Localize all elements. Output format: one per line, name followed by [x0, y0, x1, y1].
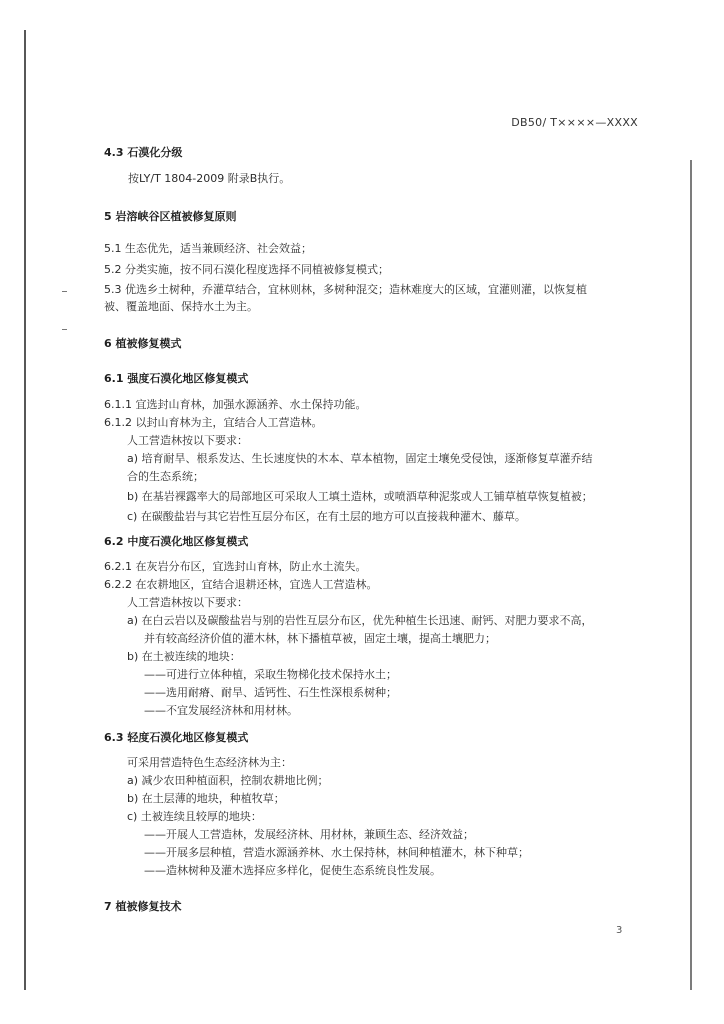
text-line: 可采用营造特色生态经济林为主：	[127, 756, 292, 769]
text-line: 按LY/T 1804-2009 附录B执行。	[128, 172, 291, 185]
text-line: ——不宜发展经济林和用材林。	[144, 704, 298, 717]
section-heading: 6 植被修复模式	[104, 337, 182, 350]
text-line: b) 在土被连续的地块：	[127, 650, 241, 663]
scan-mark	[62, 291, 67, 292]
section-heading: 7 植被修复技术	[104, 900, 182, 913]
text-line: 6.2.1 在灰岩分布区，宜选封山育林，防止水土流失。	[104, 560, 367, 573]
text-line: ——开展多层种植，营造水源涵养林、水土保持林，林间种植灌木，林下种草；	[144, 846, 529, 859]
text-line: ——开展人工营造林，发展经济林、用材林，兼顾生态、经济效益；	[144, 828, 474, 841]
text-line: 并有较高经济价值的灌木林，林下播植草被，固定土壤，提高土壤肥力；	[144, 632, 496, 645]
text-line: ——造林树种及灌木选择应多样化，促使生态系统良性发展。	[144, 864, 441, 877]
text-line: 5.1 生态优先，适当兼顾经济、社会效益；	[104, 242, 312, 255]
text-line: 人工营造林按以下要求：	[127, 596, 248, 609]
section-heading: 6.3 轻度石漠化地区修复模式	[104, 731, 249, 744]
page-number: 3	[616, 925, 623, 936]
text-line: 合的生态系统；	[127, 470, 204, 483]
text-line: c) 土被连续且较厚的地块：	[127, 810, 262, 823]
text-line: 6.2.2 在农耕地区，宜结合退耕还林，宜选人工营造林。	[104, 578, 378, 591]
scan-right-edge	[690, 160, 692, 990]
text-line: c) 在碳酸盐岩与其它岩性互层分布区，在有土层的地方可以直接栽种灌木、藤草。	[127, 510, 526, 523]
section-heading: 4.3 石漠化分级	[104, 146, 183, 159]
text-line: 人工营造林按以下要求：	[127, 434, 248, 447]
section-heading: 5 岩溶峡谷区植被修复原则	[104, 210, 237, 223]
text-line: 5.2 分类实施，按不同石漠化程度选择不同植被修复模式；	[104, 263, 389, 276]
text-line: a) 在白云岩以及碳酸盐岩与别的岩性互层分布区，优先种植生长迅速、耐钙、对肥力要求不高，	[127, 614, 593, 627]
text-line: b) 在基岩裸露率大的局部地区可采取人工填土造林，或喷酒草种泥浆或人工铺草植草恢复植被；	[127, 490, 593, 503]
text-line: 被、覆盖地面、保持水土为主。	[104, 300, 258, 313]
text-line: 5.3 优选乡土树种，乔灌草结合，宜林则林，多树种混交；造林难度大的区域，宜灌则灌，以恢复植	[104, 283, 587, 296]
scan-left-edge	[24, 30, 26, 990]
text-line: 6.1.1 宜选封山育林，加强水源涵养、水土保持功能。	[104, 398, 367, 411]
text-line: a) 培育耐旱、根系发达、生长速度快的木本、草本植物，固定土壤免受侵蚀，逐渐修复草灌乔结	[127, 452, 593, 465]
text-line: ——可进行立体种植，采取生物梯化技术保持水土；	[144, 668, 397, 681]
text-line: a) 减少农田种植面积，控制农耕地比例；	[127, 774, 329, 787]
section-heading: 6.2 中度石漠化地区修复模式	[104, 535, 249, 548]
section-heading: 6.1 强度石漠化地区修复模式	[104, 372, 249, 385]
text-line: 6.1.2 以封山育林为主，宜结合人工营造林。	[104, 416, 323, 429]
doc-code-header: DB50/ T××××—XXXX	[511, 116, 638, 129]
scan-mark	[62, 329, 67, 330]
text-line: ——选用耐瘠、耐旱、适钙性、石生性深根系树种；	[144, 686, 397, 699]
text-line: b) 在土层薄的地块，种植牧草；	[127, 792, 285, 805]
